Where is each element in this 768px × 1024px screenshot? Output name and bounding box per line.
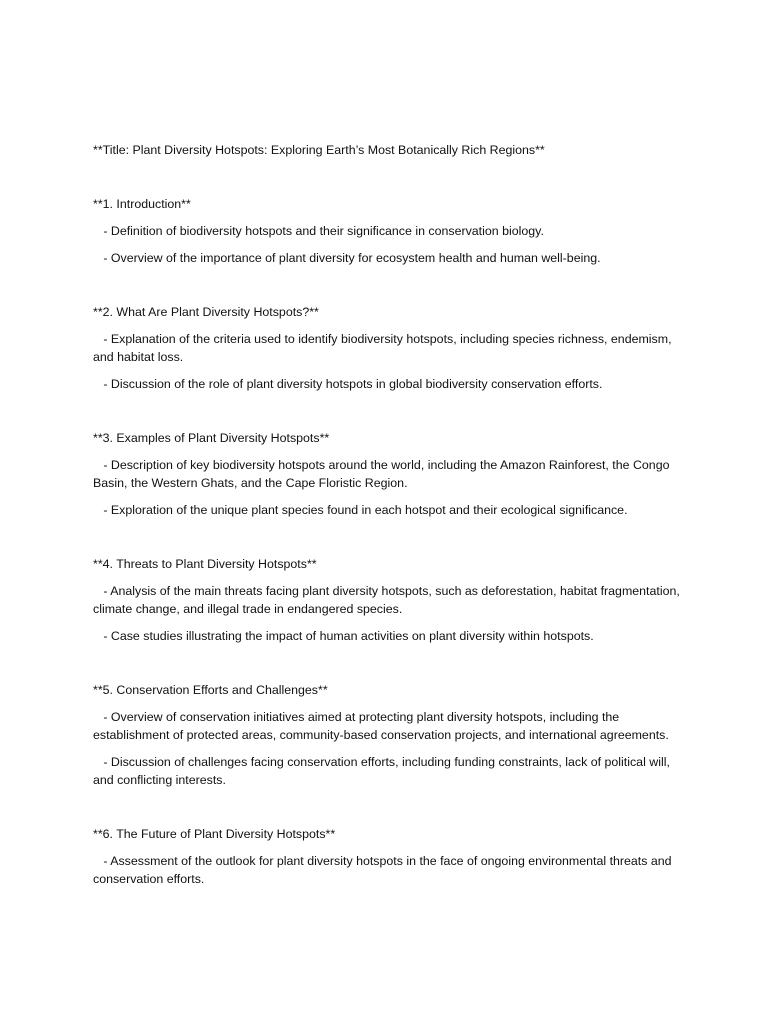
section-heading: **4. Threats to Plant Diversity Hotspots** [93,557,317,571]
section-future [93,825,683,888]
document-title: **Title: Plant Diversity Hotspots: Exploring Earth’s Most Botanically Rich Regions** [93,143,545,157]
outline-item: - Definition of biodiversity hotspots and their significance in conservation biology. [93,224,544,238]
outline-item: - Explanation of the criteria used to identify biodiversity hotspots, including species richness, endemism, and habitat loss. [93,332,675,364]
section-heading: **5. Conservation Efforts and Challenges** [93,683,328,697]
outline-item: - Description of key biodiversity hotspots around the world, including the Amazon Rainforest, the Congo Basin, the Western Ghats, and the Cape Floristic Region. [93,458,673,490]
outline-item: - Analysis of the main threats facing plant diversity hotspots, such as deforestation, habitat fragmentation, climate change, and illegal trade in endangered species. [93,584,684,616]
outline-item: - Overview of conservation initiatives aimed at protecting plant diversity hotspots, including the establishment of protected areas, community-based conservation projects, and international agreements. [93,710,669,742]
outline-item: - Discussion of the role of plant diversity hotspots in global biodiversity conservation efforts. [93,377,603,391]
outline-item: - Case studies illustrating the impact of human activities on plant diversity within hotspots. [93,629,594,643]
section-conservation [93,681,683,789]
section-examples [93,429,683,519]
section-heading: **2. What Are Plant Diversity Hotspots?** [93,305,319,319]
outline-item: - Discussion of challenges facing conservation efforts, including funding constraints, lack of political will, and conflicting interests. [93,755,674,787]
section-heading: **3. Examples of Plant Diversity Hotspots** [93,431,330,445]
section-threats [93,555,683,645]
section-heading: **1. Introduction** [93,197,191,211]
outline-item: - Overview of the importance of plant diversity for ecosystem health and human well-being. [93,251,601,265]
outline-item: - Exploration of the unique plant species found in each hotspot and their ecological significance. [93,503,628,517]
outline-item: - Assessment of the outlook for plant diversity hotspots in the face of ongoing environmental threats and conservation efforts. [93,854,676,886]
section-heading: **6. The Future of Plant Diversity Hotspots** [93,827,336,841]
section-what-are-hotspots [93,303,683,393]
document-body [93,141,683,924]
section-introduction [93,195,683,267]
